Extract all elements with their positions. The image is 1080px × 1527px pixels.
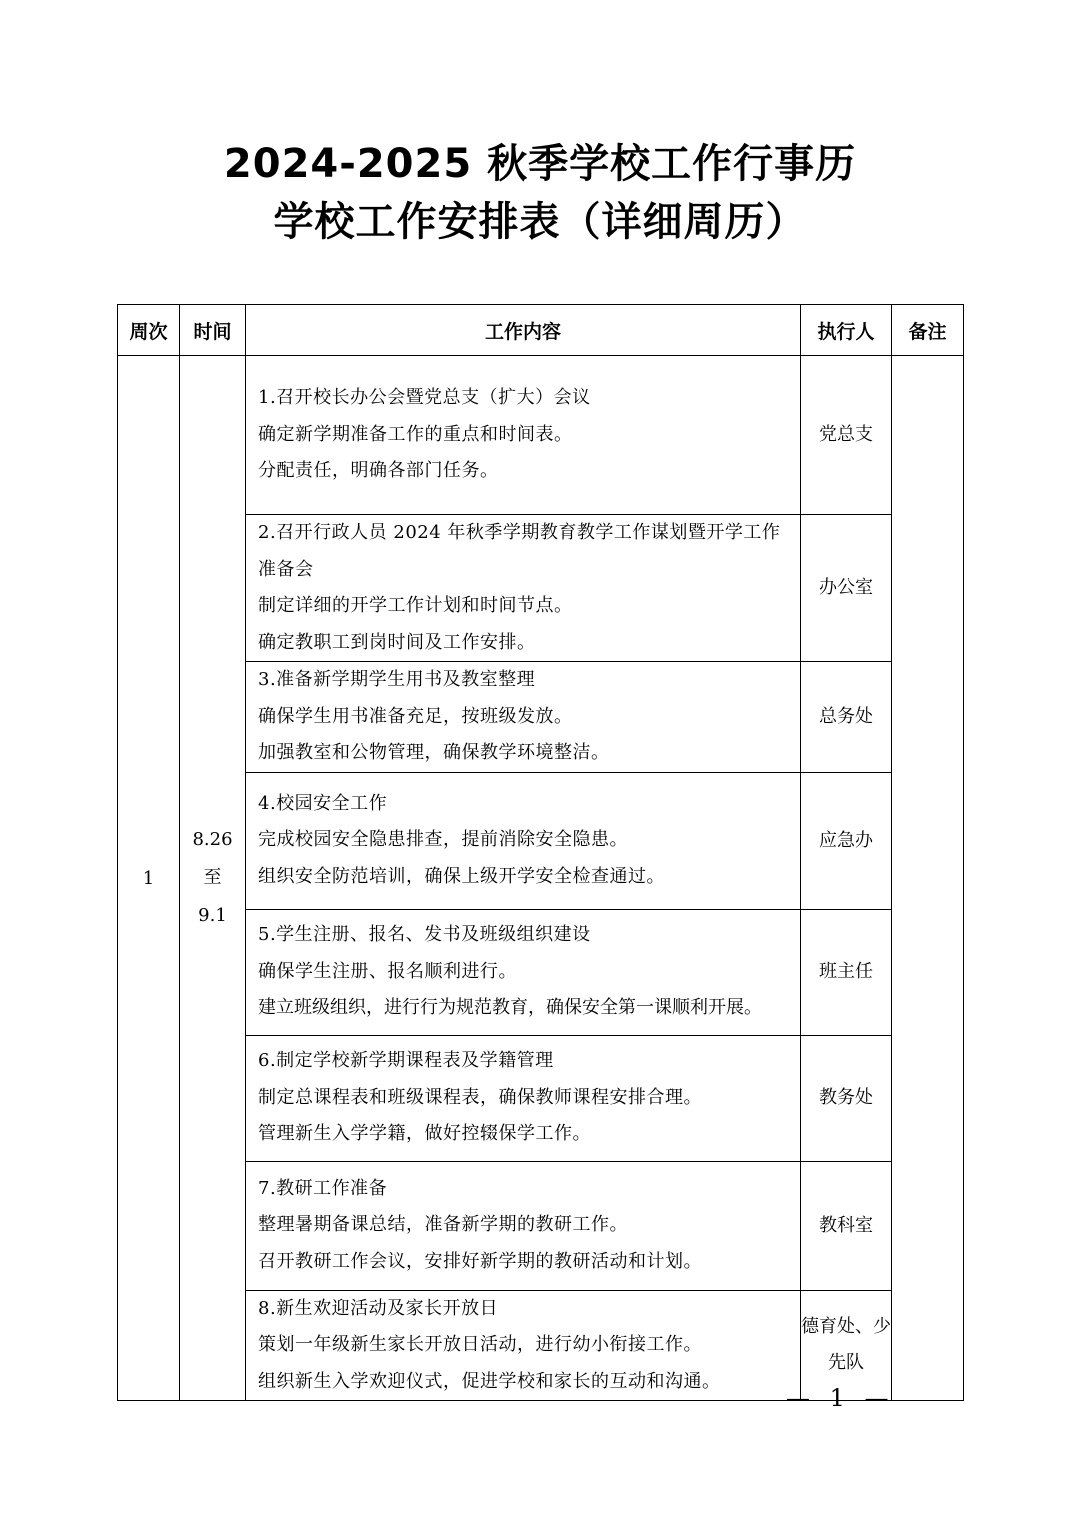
task-line: 加强教室和公物管理，确保教学环境整洁。 [258,742,610,763]
task-line: 组织安全防范培训，确保上级开学安全检查通过。 [258,865,665,887]
task-title: 7.教研工作准备 [258,1177,388,1199]
task-line: 管理新生入学学籍，做好控辍保学工作。 [258,1123,591,1145]
task-line: 确保学生注册、报名顺利进行。 [258,960,517,982]
header-note: 备注 [892,305,964,356]
task-content [246,772,801,909]
note-cell [892,356,964,1401]
task-line: 确定新学期准备工作的重点和时间表。 [258,423,573,445]
time-end: 9.1 [198,905,227,926]
task-line: 组织新生入学欢迎仪式，促进学校和家长的互动和沟通。 [258,1370,721,1392]
task-content [246,515,801,662]
time-start: 8.26 [192,829,233,850]
task-title: 1.召开校长办公会暨党总支（扩大）会议 [258,387,591,409]
task-executor: 班主任 [801,909,892,1035]
task-line: 策划一年级新生家长开放日活动，进行幼小衔接工作。 [258,1334,702,1355]
task-title: 5.学生注册、报名、发书及班级组织建设 [258,924,591,946]
schedule-table [117,304,964,1401]
task-content [246,1161,801,1290]
header-time: 时间 [180,305,246,356]
task-title: 4.校园安全工作 [258,792,388,814]
task-title: 8.新生欢迎活动及家长开放日 [258,1297,499,1319]
task-line: 分配责任，明确各部门任务。 [258,460,499,482]
task-content [246,1035,801,1161]
task-executor: 党总支 [801,356,892,515]
header-executor: 执行人 [801,305,892,356]
task-executor: 办公室 [801,515,892,662]
task-line: 完成校园安全隐患排查，提前消除安全隐患。 [258,829,628,851]
task-content [246,662,801,773]
task-line: 制定详细的开学工作计划和时间节点。 [258,595,573,616]
task-executor: 德育处、少先队 [801,1290,892,1401]
task-line: 建立班级组织，进行行为规范教育，确保安全第一课顺利开展。 [258,997,762,1019]
task-executor: 应急办 [801,772,892,909]
task-content [246,1290,801,1401]
task-executor: 教务处 [801,1035,892,1161]
task-content [246,909,801,1035]
task-executor: 总务处 [801,662,892,773]
page-number: — 1 — [786,1384,895,1412]
table-header-row [118,305,964,356]
week-cell: 1 [118,356,180,1401]
document-title: 2024-2025 秋季学校工作行事历 [223,141,857,187]
task-line: 确定教职工到岗时间及工作安排。 [258,631,536,653]
task-line: 制定总课程表和班级课程表，确保教师课程安排合理。 [258,1086,702,1108]
task-content [246,356,801,515]
task-title: 2.召开行政人员 2024 年秋季学期教育教学工作谋划暨开学工作准备会 [258,522,781,580]
time-cell [180,356,246,1401]
time-sep: 至 [203,867,222,888]
task-title: 3.准备新学期学生用书及教室整理 [258,669,536,690]
document-subtitle: 学校工作安排表（详细周历） [273,199,807,245]
header-content: 工作内容 [246,305,801,356]
task-line: 召开教研工作会议，安排好新学期的教研活动和计划。 [258,1250,702,1272]
task-line: 整理暑期备课总结，准备新学期的教研工作。 [258,1214,628,1236]
task-executor: 教科室 [801,1161,892,1290]
table-row [118,356,964,515]
header-week: 周次 [118,305,180,356]
task-line: 确保学生用书准备充足，按班级发放。 [258,705,573,727]
task-title: 6.制定学校新学期课程表及学籍管理 [258,1050,554,1072]
